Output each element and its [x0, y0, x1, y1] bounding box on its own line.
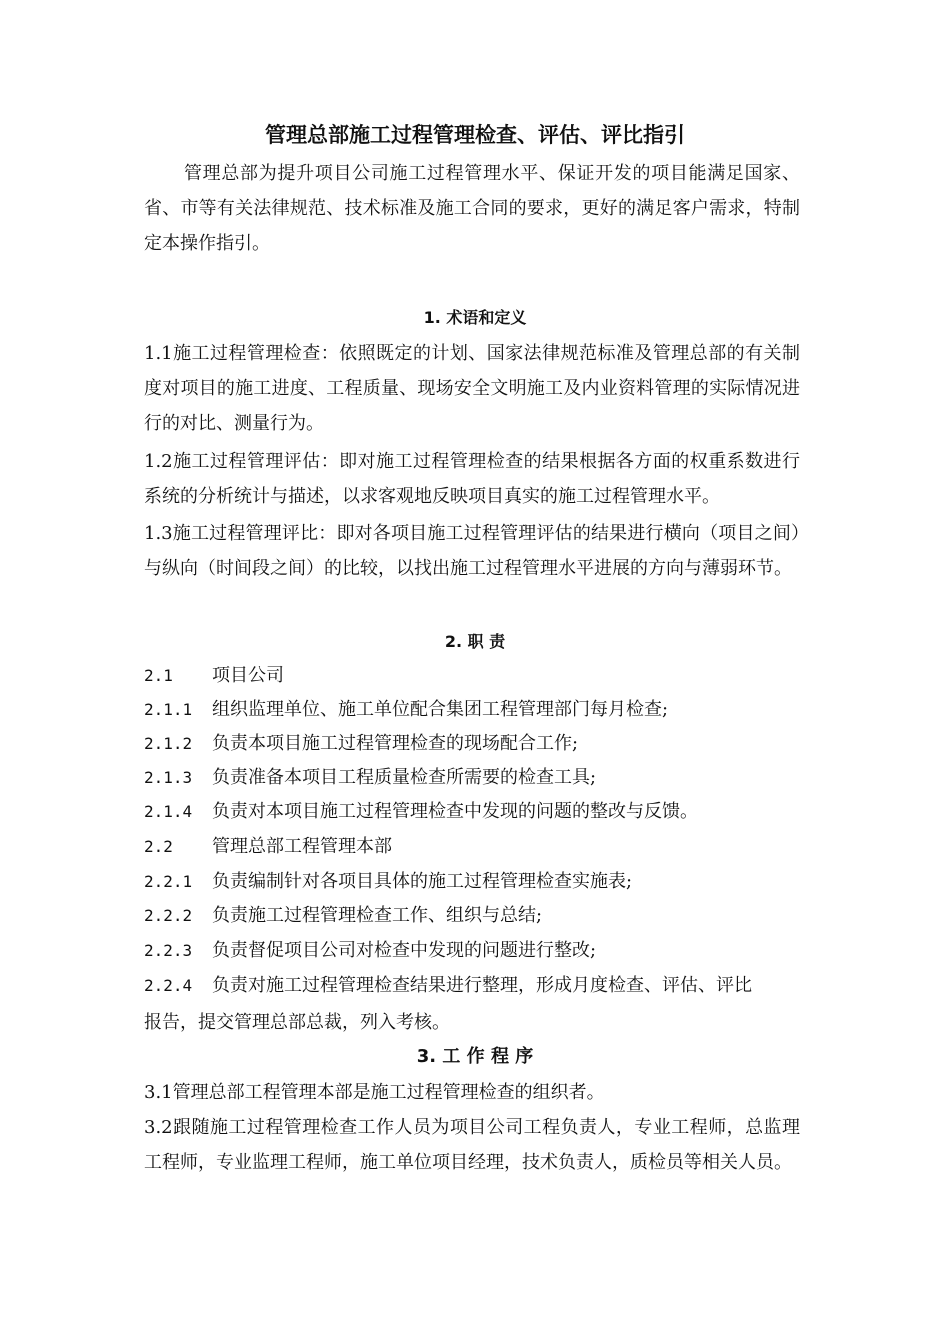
duty-number: 2.1.4 [144, 802, 193, 821]
duty-row [144, 865, 632, 899]
duty-number: 2.2.4 [144, 976, 193, 995]
duty-text: 负责督促项目公司对检查中发现的问题进行整改; [212, 940, 597, 961]
duty-text: 负责对本项目施工过程管理检查中发现的问题的整改与反馈。 [212, 801, 698, 822]
duty-row [144, 727, 578, 761]
duty-number: 2.1.1 [144, 700, 193, 719]
duty-row [144, 969, 752, 1003]
duty-number: 2.2 [144, 837, 173, 856]
intro-paragraph: 管理总部为提升项目公司施工过程管理水平、保证开发的项目能满足国家、省、市等有关法律规范、技术标准及施工合同的要求，更好的满足客户需求，特制定本操作指引。 [144, 163, 800, 254]
duty-number: 2.1.2 [144, 734, 193, 753]
document-title: 管理总部施工过程管理检查、评估、评比指引 [265, 123, 685, 147]
duty-text: 负责施工过程管理检查工作、组织与总结; [212, 905, 543, 926]
duty-number: 2.1.3 [144, 768, 193, 787]
duty-row [144, 761, 596, 795]
section-heading-terms: 1. 术语和定义 [423, 308, 527, 327]
definition-item: 1.1施工过程管理检查：依照既定的计划、国家法律规范标准及管理总部的有关制度对项目的施工进度、工程质量、现场安全文明施工及内业资料管理的实际情况进行的对比、测量行为。 [144, 343, 800, 434]
duty-number: 2.2.3 [144, 941, 193, 960]
definition-item: 1.3施工过程管理评比：即对各项目施工过程管理评估的结果进行横向（项目之间）与纵向（时间段之间）的比较，以找出施工过程管理水平进展的方向与薄弱环节。 [144, 523, 800, 579]
procedure-item: 3.2跟随施工过程管理检查工作人员为项目公司工程负责人，专业工程师，总监理工程师，专业监理工程师，施工单位项目经理，技术负责人，质检员等相关人员。 [144, 1117, 800, 1173]
duty-row [144, 693, 668, 727]
duty-continuation: 报告，提交管理总部总裁，列入考核。 [144, 1012, 450, 1033]
duty-number: 2.1 [144, 666, 173, 685]
duty-number: 2.2.2 [144, 906, 193, 925]
duty-number: 2.2.1 [144, 872, 193, 891]
duty-text: 负责对施工过程管理检查结果进行整理，形成月度检查、评估、评比 [212, 975, 752, 996]
section-heading-duties: 2. 职 责 [444, 632, 506, 651]
duty-text: 项目公司 [212, 665, 284, 686]
procedure-item: 3.1管理总部工程管理本部是施工过程管理检查的组织者。 [144, 1082, 605, 1103]
duty-row [144, 830, 392, 864]
duty-row [144, 899, 542, 933]
duty-text: 负责本项目施工过程管理检查的现场配合工作; [212, 733, 579, 754]
duty-row [144, 659, 284, 693]
definition-item: 1.2施工过程管理评估：即对施工过程管理检查的结果根据各方面的权重系数进行系统的分析统计与描述，以求客观地反映项目真实的施工过程管理水平。 [144, 451, 800, 507]
duty-text: 组织监理单位、施工单位配合集团工程管理部门每月检查; [212, 699, 669, 720]
duty-text: 负责编制针对各项目具体的施工过程管理检查实施表; [212, 871, 633, 892]
duty-text: 负责准备本项目工程质量检查所需要的检查工具; [212, 767, 597, 788]
duty-row [144, 795, 698, 829]
duty-text: 管理总部工程管理本部 [212, 836, 392, 857]
duty-row [144, 934, 596, 968]
section-heading-procedure: 3. 工 作 程 序 [416, 1046, 534, 1067]
